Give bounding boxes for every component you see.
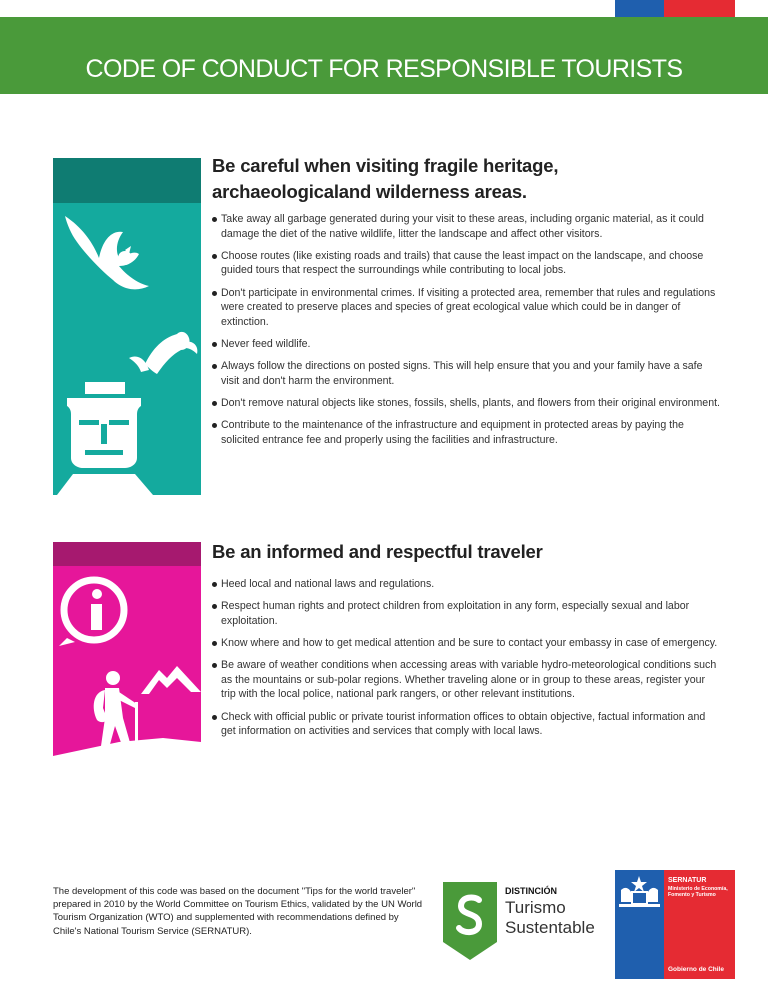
list-item: Choose routes (like existing roads and trails) that cause the least impact on the landscape, and choose guided tours that respect the surroundings while contributing to local jobs. — [212, 249, 720, 278]
list-item: Be aware of weather conditions when accessing areas with variable hydro-meteorological conditions such as the mountains or sub-polar regions. Whether traveling alone or in group to these areas, register your trip with the local police, national park rangers, or other relevant institutions. — [212, 658, 720, 702]
traveler-illustration-panel — [53, 542, 201, 773]
list-item: Take away all garbage generated during your visit to these areas, including organic material, as it could damage the diet of the native wildlife, litter the landscape and affect other visitors. — [212, 212, 720, 241]
moai-icon — [57, 382, 153, 495]
list-item: Contribute to the maintenance of the infrastructure and equipment in protected areas by paying the solicited entrance fee and properly using the facilities and infrastructure. — [212, 418, 720, 447]
list-item: Don't remove natural objects like stones, fossils, shells, plants, and flowers from their original environment. — [212, 396, 720, 411]
section-traveler-title: Be an informed and respectful traveler — [212, 541, 543, 562]
distincion-turismo-logo: DISTINCIÓN Turismo Sustentable — [443, 880, 613, 962]
condor-icon — [65, 216, 149, 289]
list-item: Never feed wildlife. — [212, 337, 720, 352]
mountain-icon — [141, 666, 201, 694]
list-item: Know where and how to get medical attention and be sure to contact your embassy in case of emergency. — [212, 636, 720, 651]
section-heritage-title: Be careful when visiting fragile heritage, archaeologicaland wilderness areas. — [212, 155, 559, 202]
source-footnote: The development of this code was based on the document "Tips for the world traveler" prepared in 2010 by the World Committee on Tourism Ethics, validated by the UN World Tourism Organization (WTO) and supplemented with recommendations defined by Chile's National Tourism Service (SERNATUR). — [53, 886, 423, 937]
sernatur-logo: SERNATUR Ministerio de Economía, Fomento y Turismo Gobierno de Chile — [615, 870, 735, 979]
heritage-rules-list — [212, 212, 720, 455]
heritage-illustration-panel — [53, 158, 201, 495]
flag-blue-stripe — [615, 0, 664, 17]
list-item: Respect human rights and protect children from exploitation in any form, especially sexual and labor exploitation. — [212, 599, 720, 628]
chile-coat-of-arms-icon — [617, 874, 662, 908]
header-banner — [0, 17, 768, 94]
info-icon — [59, 580, 124, 646]
list-item: Don't participate in environmental crimes. If visiting a protected area, remember that rules and regulations were created to preserve places and species of great ecological value which could be in danger of extinction. — [212, 286, 720, 330]
hiker-icon — [53, 671, 201, 773]
list-item: Always follow the directions on posted signs. This will help ensure that you and your family have a safe visit and don't harm the environment. — [212, 359, 720, 388]
flower-icon — [129, 332, 197, 374]
page-title: CODE OF CONDUCT FOR RESPONSIBLE TOURISTS — [85, 55, 683, 83]
traveler-rules-list — [212, 577, 720, 746]
s-badge-icon — [443, 882, 497, 960]
list-item: Heed local and national laws and regulations. — [212, 577, 720, 592]
flag-red-stripe — [664, 0, 735, 17]
list-item: Check with official public or private tourist information offices to obtain objective, factual information and get information on activities and services that comply with local laws. — [212, 710, 720, 739]
